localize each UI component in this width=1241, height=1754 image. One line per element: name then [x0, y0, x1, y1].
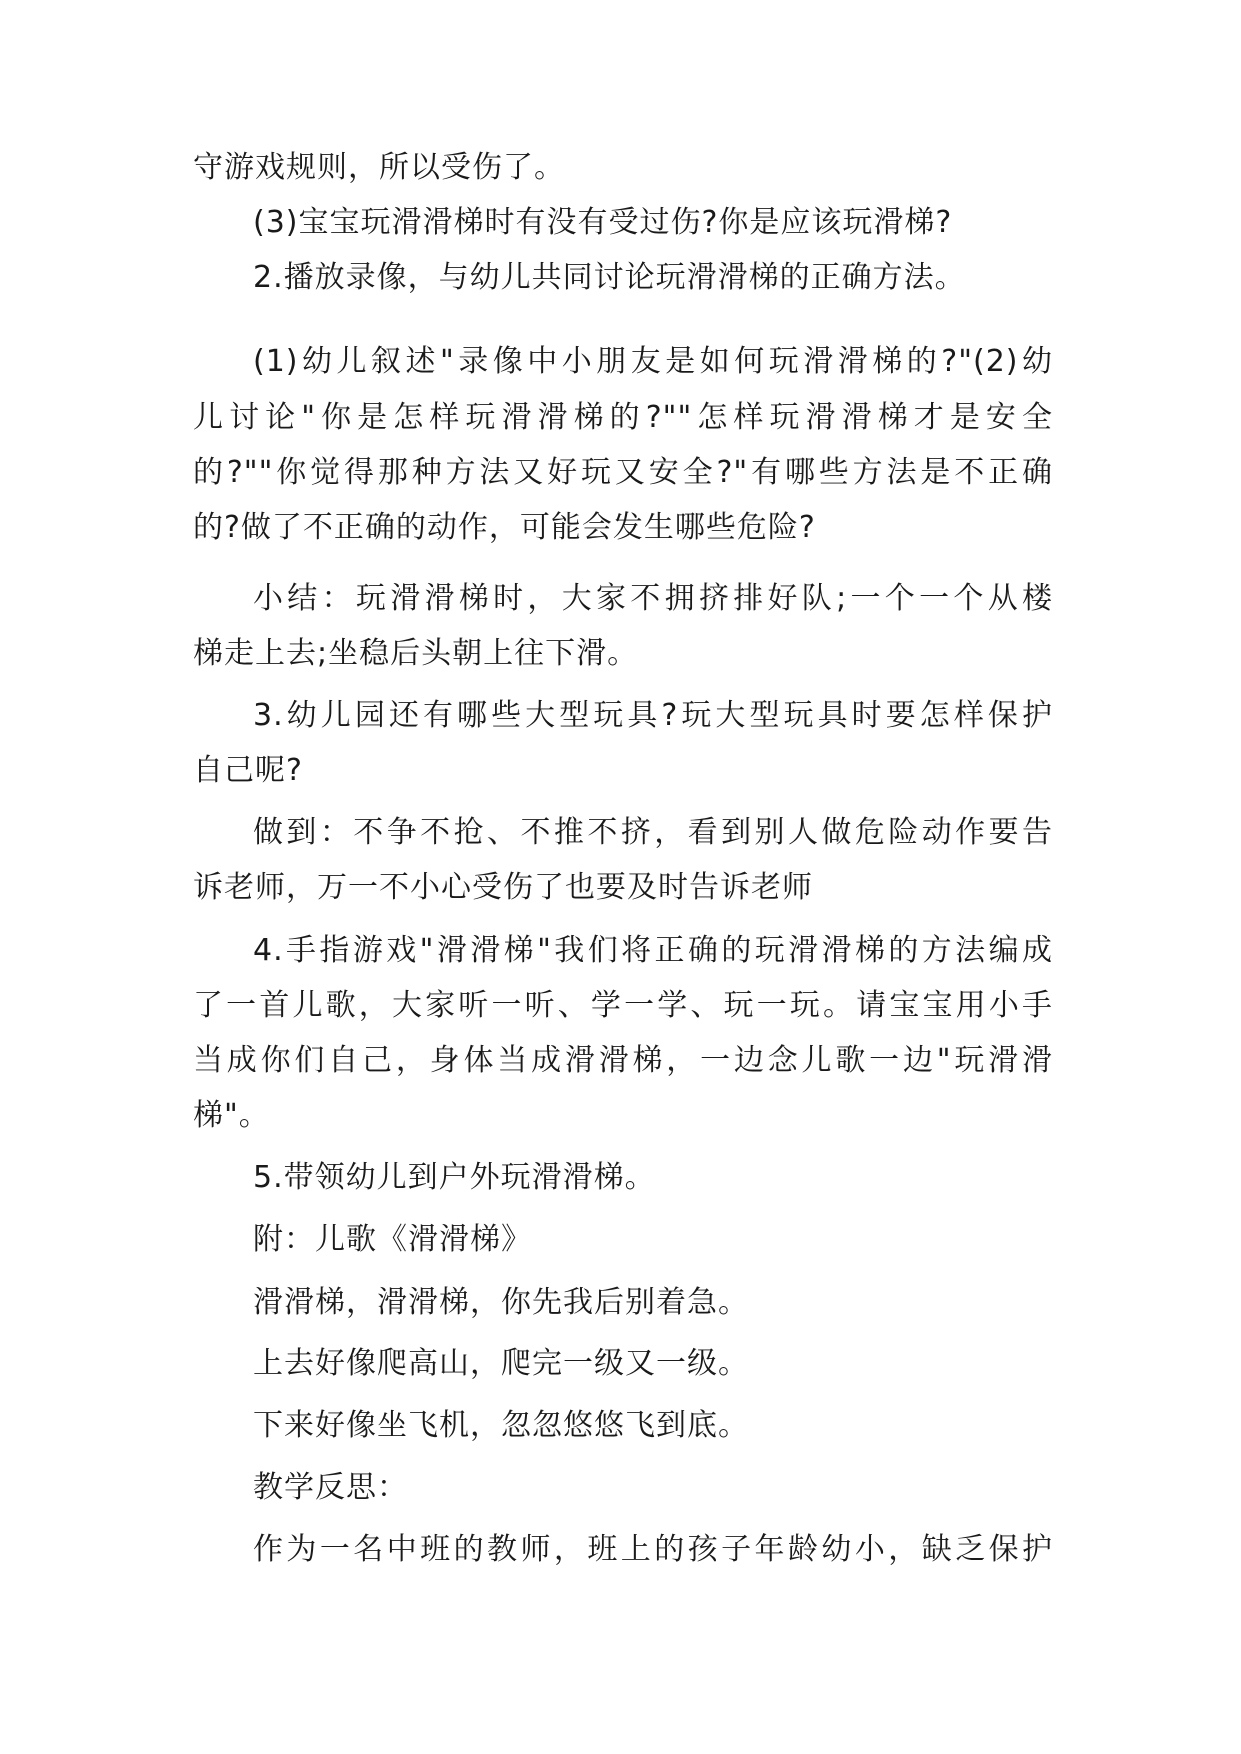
text-line: 5.带领幼儿到户外玩滑滑梯。 — [253, 1160, 656, 1195]
text-line: 当成你们自己，身体当成滑滑梯，一边念儿歌一边"玩滑滑 — [193, 1043, 1053, 1078]
text-line: 教学反思： — [253, 1470, 408, 1505]
text-line: 3.幼儿园还有哪些大型玩具?玩大型玩具时要怎样保护 — [253, 698, 1053, 733]
text-line: 小结：玩滑滑梯时，大家不拥挤排好队;一个一个从楼 — [253, 581, 1053, 616]
text-line: 作为一名中班的教师，班上的孩子年龄幼小，缺乏保护 — [253, 1532, 1053, 1567]
text-line: 的?""你觉得那种方法又好玩又安全?"有哪些方法是不正确 — [193, 455, 1053, 490]
text-line: 上去好像爬高山，爬完一级又一级。 — [253, 1346, 749, 1381]
text-line: 了一首儿歌，大家听一听、学一学、玩一玩。请宝宝用小手 — [193, 988, 1053, 1023]
text-line: 诉老师，万一不小心受伤了也要及时告诉老师 — [193, 870, 813, 905]
text-line: 4.手指游戏"滑滑梯"我们将正确的玩滑滑梯的方法编成 — [253, 933, 1053, 968]
text-line: 做到：不争不抢、不推不挤，看到别人做危险动作要告 — [253, 815, 1053, 850]
text-line: 附：儿歌《滑滑梯》 — [253, 1222, 532, 1257]
text-line: 下来好像坐飞机，忽忽悠悠飞到底。 — [253, 1408, 749, 1443]
text-line: 2.播放录像，与幼儿共同讨论玩滑滑梯的正确方法。 — [253, 260, 966, 295]
text-line: 滑滑梯，滑滑梯，你先我后别着急。 — [253, 1285, 749, 1320]
text-line: (3)宝宝玩滑滑梯时有没有受过伤?你是应该玩滑梯? — [253, 205, 953, 240]
text-line: 守游戏规则，所以受伤了。 — [193, 150, 565, 185]
text-line: 自己呢? — [193, 753, 303, 788]
text-line: 梯走上去;坐稳后头朝上往下滑。 — [193, 636, 639, 671]
text-line: (1)幼儿叙述"录像中小朋友是如何玩滑滑梯的?"(2)幼 — [253, 344, 1053, 379]
text-line: 儿讨论"你是怎样玩滑滑梯的?""怎样玩滑滑梯才是安全 — [193, 400, 1053, 435]
text-line: 的?做了不正确的动作，可能会发生哪些危险? — [193, 510, 816, 545]
text-line: 梯"。 — [193, 1098, 270, 1133]
